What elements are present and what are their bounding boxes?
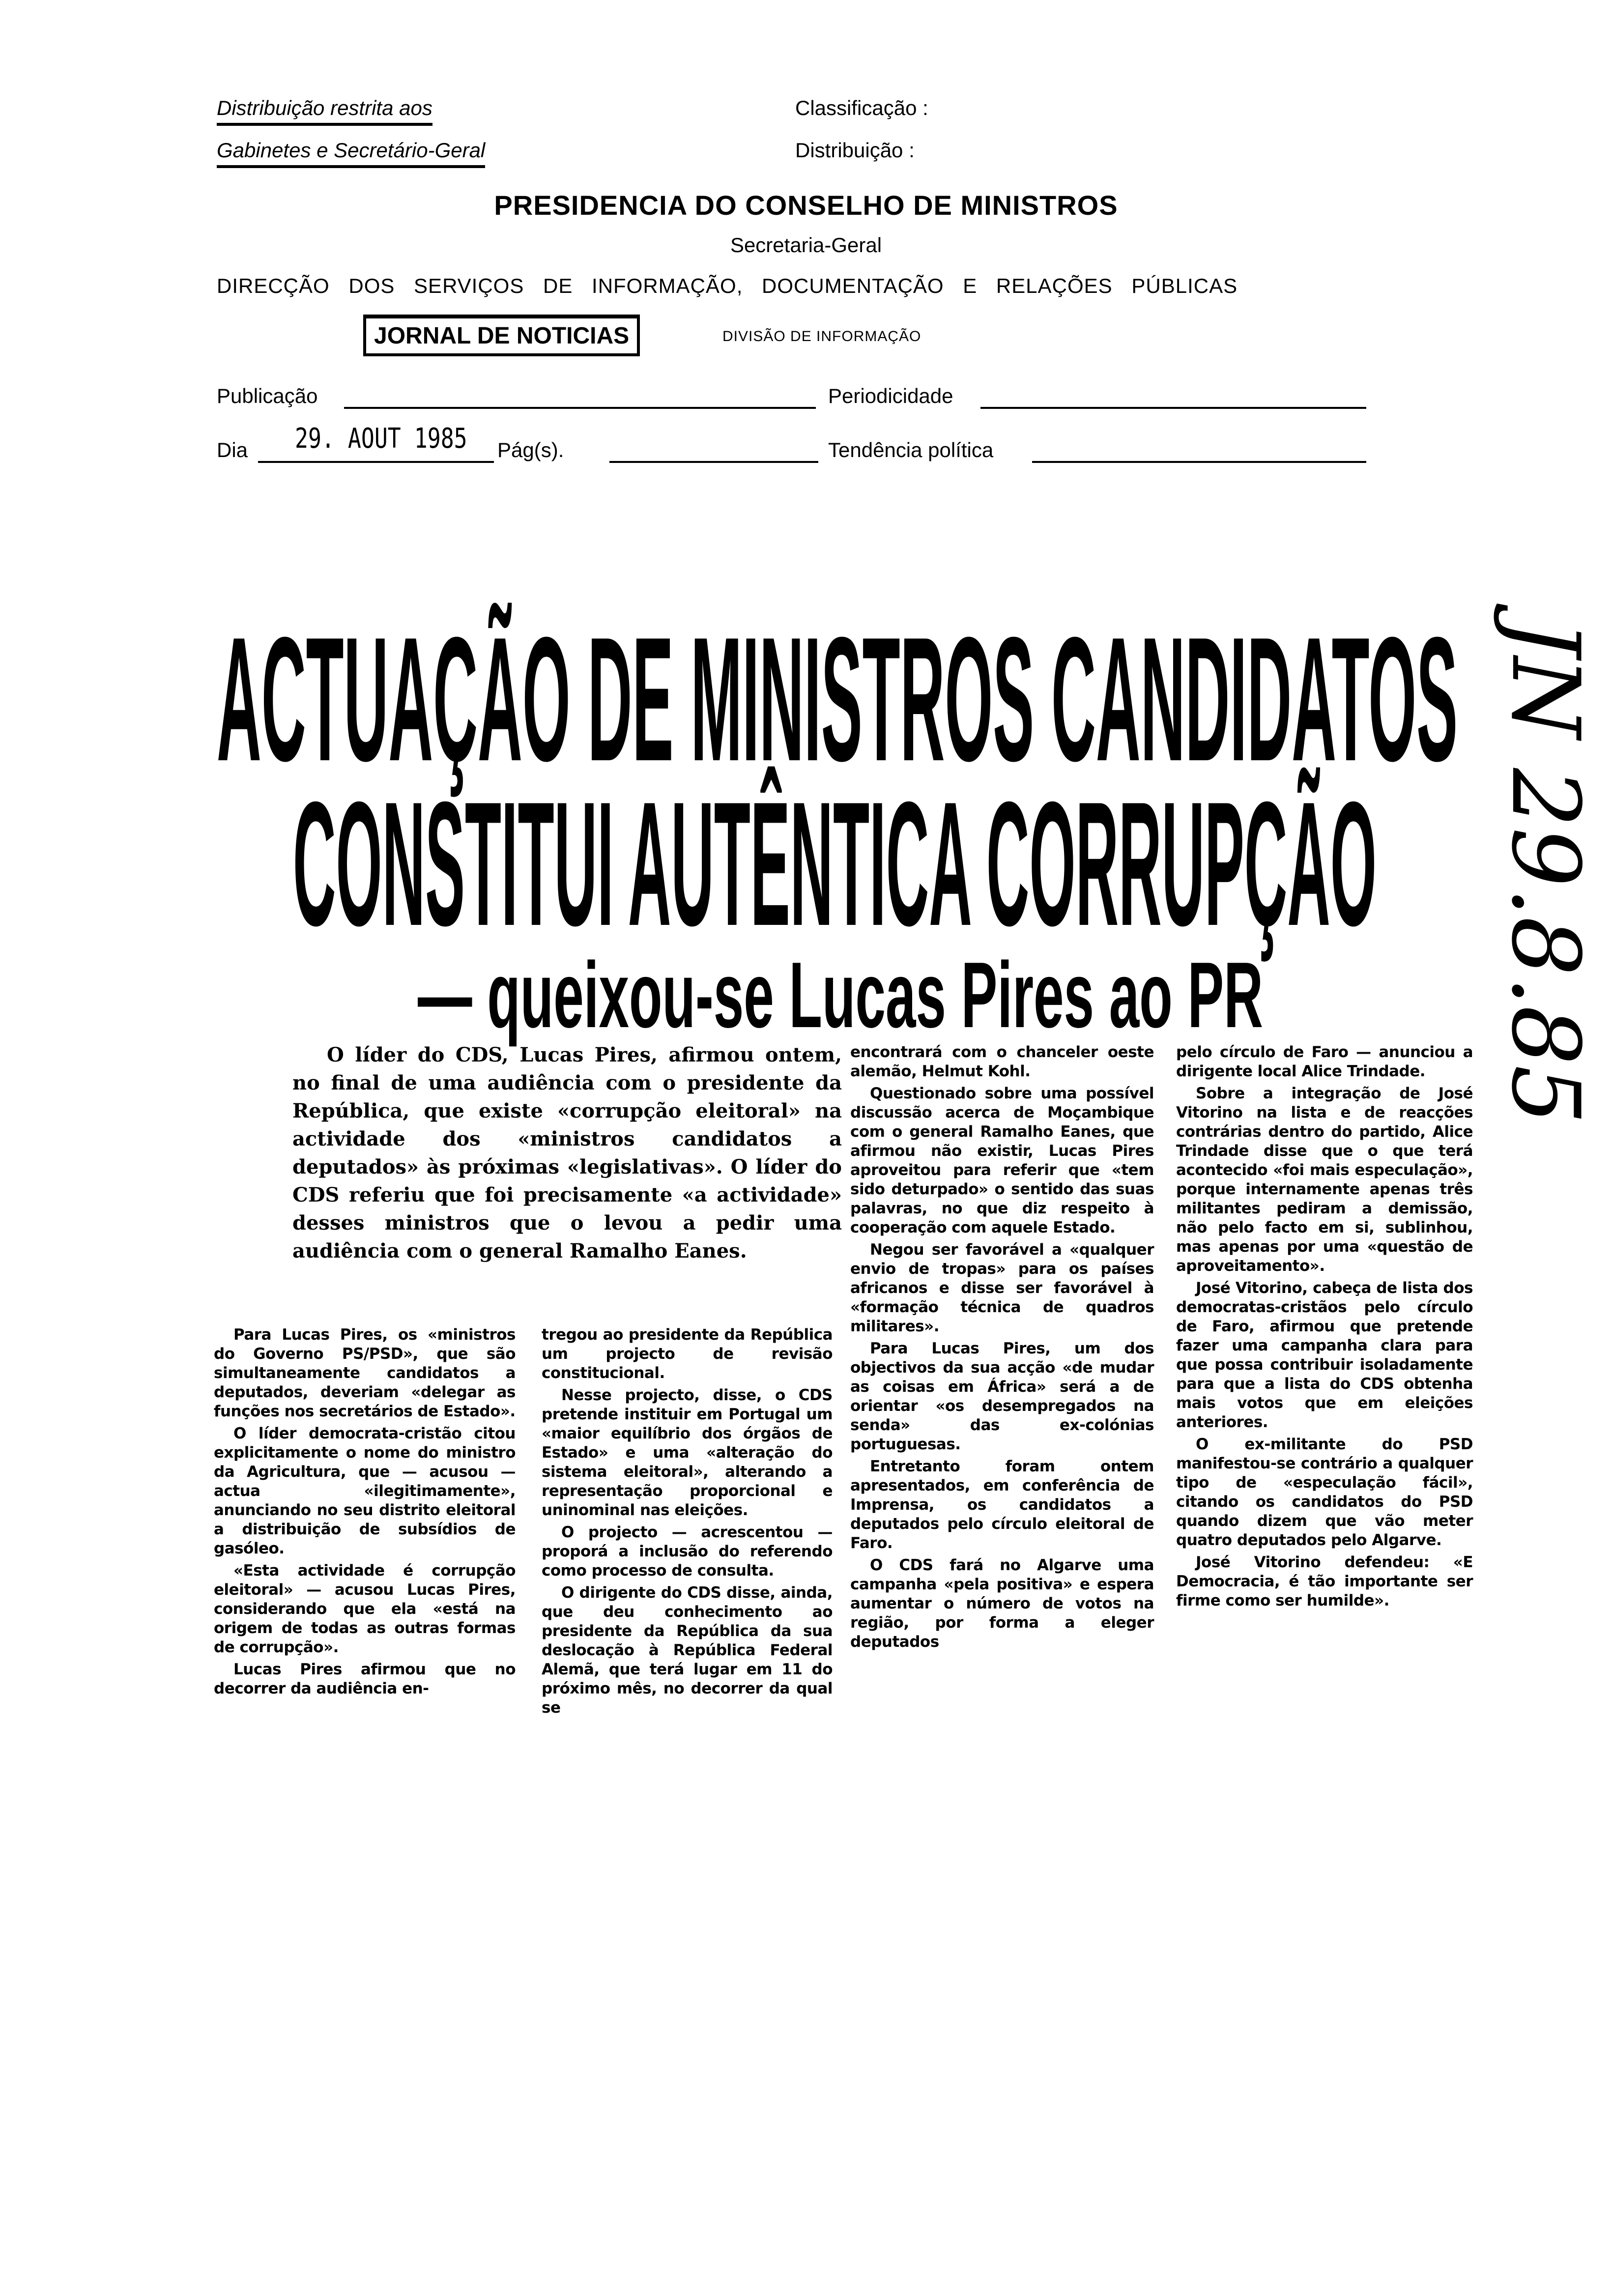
paragraph: O CDS fará no Algarve uma campanha «pela positiva» e espera aumentar o número de votos na região, por forma a eleger deputados (850, 1556, 1154, 1651)
organization-title: PRESIDENCIA DO CONSELHO DE MINISTROS (494, 190, 1118, 221)
classification-label: Classificação : (795, 96, 928, 119)
paragraph: Negou ser favorável a «qualquer envio de tropas» para os países africanos e disse ser favorável à «formação técnica de quadros militares». (850, 1241, 1154, 1335)
directorate-title: DIRECÇÃO DOS SERVIÇOS DE INFORMAÇÃO, DOCUMENTAÇÃO E RELAÇÕES PÚBLICAS (217, 274, 1238, 297)
paragraph: José Vitorino, cabeça de lista dos democratas-cristãos pelo círculo de Faro, afirmou que pretende fazer uma campanha clara para que possa contribuir isoladamente para que a lista do CDS obtenha mais votos que em eleições anteriores. (1176, 1279, 1473, 1431)
paragraph: pelo círculo de Faro — anunciou a dirigente local Alice Trindade. (1176, 1043, 1473, 1080)
article-column-4 (1176, 1043, 1473, 1613)
paragraph: O projecto — acrescentou — proporá a inclusão do referendo como processo de consulta. (542, 1523, 833, 1579)
department-title: Secretaria-Geral (730, 233, 882, 257)
lead-paragraph: O líder do CDS, Lucas Pires, afirmou ontem, no final de uma audiência com o presidente da República, que existe «corrupção eleitoral» na actividade dos «ministros candidatos a deputados» às próximas «legislativas». O líder do CDS referiu que foi precisamente «a actividade» desses ministros que o levou a pedir uma audiência com o general Ramalho Eanes. (292, 1043, 842, 1263)
paragraph: Nesse projecto, disse, o CDS pretende instituir em Portugal um «maior equilíbrio dos órgãos de Estado» e uma «alteração do sistema eleitoral», alterando a representação proporcional e uninominal nas eleições. (542, 1386, 833, 1519)
day-field-line (258, 461, 494, 463)
distribution-label: Distribuição : (795, 139, 915, 162)
day-label: Dia (217, 438, 248, 461)
distribution-restriction-line2: Gabinetes e Secretário-Geral (217, 139, 485, 168)
publication-stamp: JORNAL DE NOTICIAS (363, 315, 640, 356)
paragraph: Sobre a integração de José Vitorino na lista e de reacções contrárias dentro do partido, Alice Trindade disse que o que terá acontecido «foi mais especulação», porque internamente apenas três militantes pediram a demissão, não pelo facto em si, sublinhou, mas apenas por uma «questão de aproveitamento». (1176, 1085, 1473, 1275)
paragraph: tregou ao presidente da República um projecto de revisão constitucional. (542, 1326, 833, 1382)
subheadline-wrap (418, 943, 1612, 1047)
handwritten-note: JN 29.8.85 (1491, 619, 1600, 1125)
paragraph: Questionado sobre uma possível discussão acerca de Moçambique com o general Ramalho Eanes, que afirmou não existir, Lucas Pires aproveitou para referir que «tem sido deturpado» o sentido das suas palavras, no que diz respeito à cooperação com aquele Estado. (850, 1085, 1154, 1236)
tendency-label: Tendência política (828, 438, 994, 461)
division-label: DIVISÃO DE INFORMAÇÃO (722, 328, 921, 344)
article-column-2 (542, 1325, 833, 1721)
tendency-field-line (1032, 461, 1366, 463)
periodicity-label: Periodicidade (828, 384, 953, 407)
pages-label: Pág(s). (497, 438, 564, 461)
distribution-restriction-line1: Distribuição restrita aos (217, 96, 432, 126)
headline-line1-wrap (217, 601, 1612, 798)
paragraph: O ex-militante do PSD manifestou-se contrário a qualquer tipo de «especulação fácil», citando os candidatos do PSD quando dizem que vão meter quatro deputados pelo Algarve. (1176, 1435, 1473, 1549)
periodicity-field-line (980, 407, 1366, 409)
article-column-3 (850, 1043, 1154, 1655)
paragraph: Entretanto foram ontem apresentados, em conferência de Imprensa, os candidatos a deputados pelo círculo eleitoral de Faro. (850, 1458, 1154, 1552)
day-date-stamp: 29. AOUT 1985 (295, 423, 467, 455)
paragraph: Para Lucas Pires, os «ministros do Governo PS/PSD», que são simultaneamente candidatos a deputados, deveriam «delegar as funções nos secretários de Estado». (214, 1326, 516, 1420)
paragraph: encontrará com o chanceler oeste alemão, Helmut Kohl. (850, 1043, 1154, 1080)
paragraph: «Esta actividade é corrupção eleitoral» — acusou Lucas Pires, considerando que ela «está na origem de todas as outras formas de corrupção». (214, 1562, 516, 1656)
headline-line2-wrap (293, 765, 1612, 963)
article-column-1 (214, 1325, 516, 1701)
article-lead (292, 1041, 842, 1265)
pages-field-line (609, 461, 818, 463)
paragraph: O líder democrata-cristão citou explicitamente o nome do ministro da Agricultura, que — acusou — actua «ilegitimamente», anunciando no seu distrito eleitoral a distribuição de subsídios de gasóleo. (214, 1425, 516, 1557)
paragraph: José Vitorino defendeu: «E Democracia, é tão importante ser firme como ser humilde». (1176, 1553, 1473, 1609)
paragraph: Lucas Pires afirmou que no decorrer da audiência en- (214, 1661, 516, 1697)
paragraph: O dirigente do CDS disse, ainda, que deu conhecimento ao presidente da República da sua deslocação à República Federal Alemã, que terá lugar em 11 do próximo mês, no decorrer da qual se (542, 1584, 833, 1717)
headline-line2: CONSTITUI AUTÊNTICA CORRUPÇÃO (293, 765, 1377, 963)
subheadline: — queixou-se Lucas Pires ao PR (418, 943, 1263, 1047)
paragraph: Para Lucas Pires, um dos objectivos da sua acção «de mudar as coisas em África» será a de orientar «os desempregados na senda» das ex-colónias portuguesas. (850, 1340, 1154, 1453)
headline-line1: ACTUAÇÃO DE MINISTROS CANDIDATOS (217, 601, 1458, 798)
publication-label: Publicação (217, 384, 318, 407)
publication-field-line (344, 407, 816, 409)
